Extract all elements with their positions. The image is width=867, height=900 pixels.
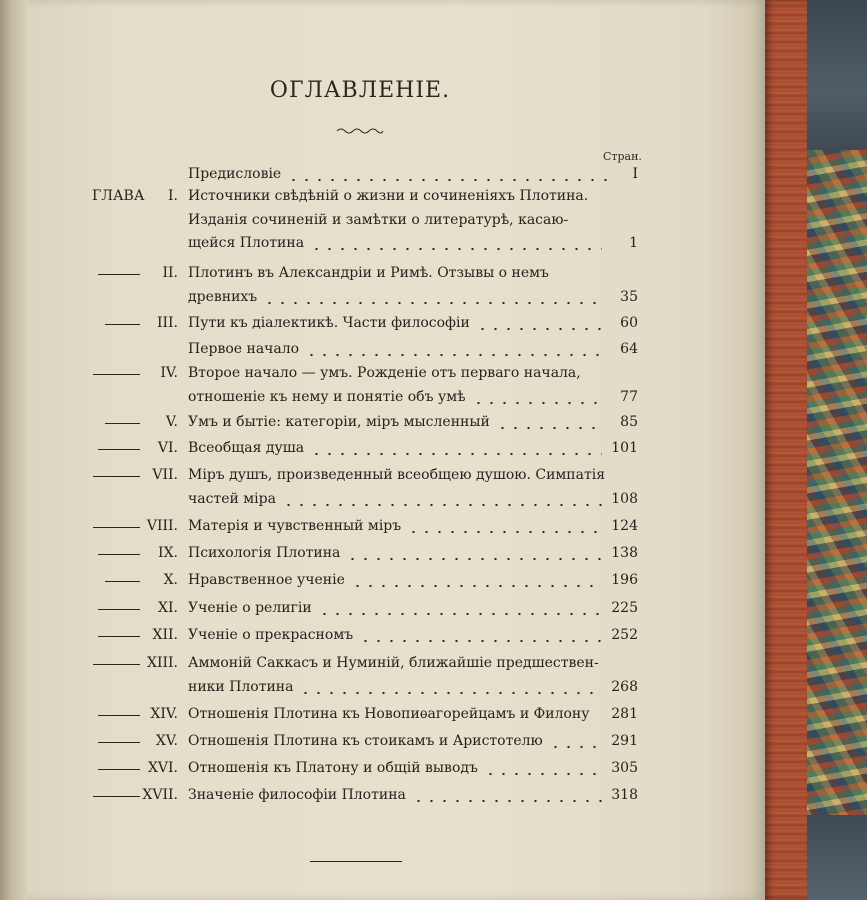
chapter-title-line: Ученіе о религіи xyxy=(188,600,312,616)
dot-leader xyxy=(351,569,602,592)
chapter-title-line: Ученіе о прекрасномъ xyxy=(188,627,354,643)
chapter-title-line: Источники свѣдѣній о жизни и сочиненіяхъ Плотина. xyxy=(188,188,589,204)
chapter-title-line: Первое начало xyxy=(188,341,300,357)
dot-leader xyxy=(287,163,608,186)
page-column-label: Стран. xyxy=(603,150,642,163)
chapter-title-line: Психологія Плотина xyxy=(188,545,341,561)
chapter-number: VIII. xyxy=(146,518,178,534)
chapter-page: 77 xyxy=(620,389,638,405)
chapter-page: 101 xyxy=(611,440,638,456)
page-gutter xyxy=(0,0,28,900)
chapter-number: VII. xyxy=(152,467,178,483)
chapter-number: XVI. xyxy=(147,760,178,776)
dot-leader xyxy=(282,488,602,511)
ditto-rule xyxy=(105,324,140,325)
chapter-number: XIV. xyxy=(150,706,178,722)
chapter-title-line: Аммоній Саккасъ и Нуминій, ближайшіе предшествен- xyxy=(188,655,599,671)
chapter-number: XIII. xyxy=(146,655,178,671)
ditto-rule xyxy=(93,527,140,528)
dot-leader xyxy=(346,542,602,565)
chapter-title-line: Отношенія Плотина къ стоикамъ и Аристотелю xyxy=(188,733,543,749)
chapter-number: IV. xyxy=(160,365,178,381)
chapter-number: X. xyxy=(163,572,178,588)
chapter-page: 318 xyxy=(611,787,638,803)
chapter-title-line: Матерія и чувственный міръ xyxy=(188,518,402,534)
ditto-rule xyxy=(93,796,140,797)
chapter-number: XV. xyxy=(155,733,178,749)
chapter-page: 108 xyxy=(611,491,638,507)
chapter-number: V. xyxy=(165,414,178,430)
chapter-title-line: древнихъ xyxy=(188,289,258,305)
chapter-page: 64 xyxy=(620,341,638,357)
ditto-rule xyxy=(98,636,140,637)
dot-leader xyxy=(305,338,602,361)
chapter-page: 196 xyxy=(611,572,638,588)
chapter-title-line: Отношенія Плотина къ Новопиѳагорейцамъ и Филону xyxy=(188,706,590,722)
chapter-number: II. xyxy=(162,265,178,281)
ditto-rule xyxy=(105,581,140,582)
ditto-rule xyxy=(98,769,140,770)
chapter-page: 138 xyxy=(611,545,638,561)
chapter-number: XI. xyxy=(158,600,178,616)
preface-label: Предисловіе xyxy=(188,166,282,182)
ditto-rule xyxy=(105,423,140,424)
dot-leader xyxy=(359,624,602,647)
chapter-title-line: отношеніе къ нему и понятіе объ умѣ xyxy=(188,389,466,405)
dot-leader xyxy=(310,232,602,255)
chapter-title-line: Отношенія къ Платону и общій выводъ xyxy=(188,760,478,776)
dot-leader xyxy=(299,676,602,699)
chapter-title-line: Всеобщая душа xyxy=(188,440,305,456)
cover-corner-bottom xyxy=(807,815,867,900)
chapter-title-line: Второе начало — умъ. Рожденіе отъ перваго начала, xyxy=(188,365,581,381)
chapter-page: 291 xyxy=(611,733,638,749)
ditto-rule xyxy=(98,742,140,743)
title-ornament xyxy=(335,126,385,136)
ditto-rule xyxy=(98,449,140,450)
ditto-rule xyxy=(93,374,140,375)
chapter-title-line: Нравственное ученіе xyxy=(188,572,345,588)
chapter-number: VI. xyxy=(157,440,178,456)
page-title: ОГЛАВЛЕНІЕ. xyxy=(269,78,451,103)
chapter-title-line: Пути къ діалектикѣ. Части философіи xyxy=(188,315,470,331)
chapter-number: XVII. xyxy=(142,787,178,803)
preface-page: I xyxy=(632,166,638,182)
glava-label: ГЛАВА xyxy=(92,188,145,204)
chapter-title-line: частей міра xyxy=(188,491,276,507)
chapter-number: XII. xyxy=(152,627,178,643)
chapter-title-line: щейся Плотина xyxy=(188,235,305,251)
ditto-rule xyxy=(98,274,140,275)
chapter-page: 305 xyxy=(611,760,638,776)
chapter-page: 1 xyxy=(629,235,638,251)
ditto-rule xyxy=(93,664,140,665)
chapter-page: 124 xyxy=(611,518,638,534)
chapter-number: I. xyxy=(168,188,178,204)
chapter-title-line: Изданія сочиненій и замѣтки о литературѣ, касаю- xyxy=(188,211,569,228)
chapter-page: 60 xyxy=(620,315,638,331)
ditto-rule xyxy=(98,609,140,610)
chapter-title-line: Плотинъ въ Александріи и Римѣ. Отзывы о немъ xyxy=(188,265,549,281)
chapter-page: 35 xyxy=(620,289,638,305)
chapter-title-line: Міръ душъ, произведенный всеобщею душою. Симпатія xyxy=(188,467,606,483)
footer-rule xyxy=(310,861,402,862)
dot-leader xyxy=(318,597,602,620)
page-edges xyxy=(765,0,807,900)
chapter-number: IX. xyxy=(158,545,178,561)
chapter-number: III. xyxy=(156,315,178,331)
ditto-rule xyxy=(98,554,140,555)
dot-leader xyxy=(263,286,602,309)
chapter-page: 281 xyxy=(611,706,638,722)
chapter-title-line: ники Плотина xyxy=(188,679,294,695)
chapter-title-line: Умъ и бытіе: категоріи, міръ мысленный xyxy=(188,414,490,430)
ditto-rule xyxy=(98,715,140,716)
ditto-rule xyxy=(93,476,140,477)
chapter-title-line: Значеніе философіи Плотина xyxy=(188,787,406,803)
chapter-page: 252 xyxy=(611,627,638,643)
dot-leader xyxy=(407,515,602,538)
dot-leader xyxy=(412,784,602,807)
dot-leader xyxy=(310,437,602,460)
chapter-page: 85 xyxy=(620,414,638,430)
chapter-page: 225 xyxy=(611,600,638,616)
cover-corner-top xyxy=(807,0,867,150)
chapter-page: 268 xyxy=(611,679,638,695)
